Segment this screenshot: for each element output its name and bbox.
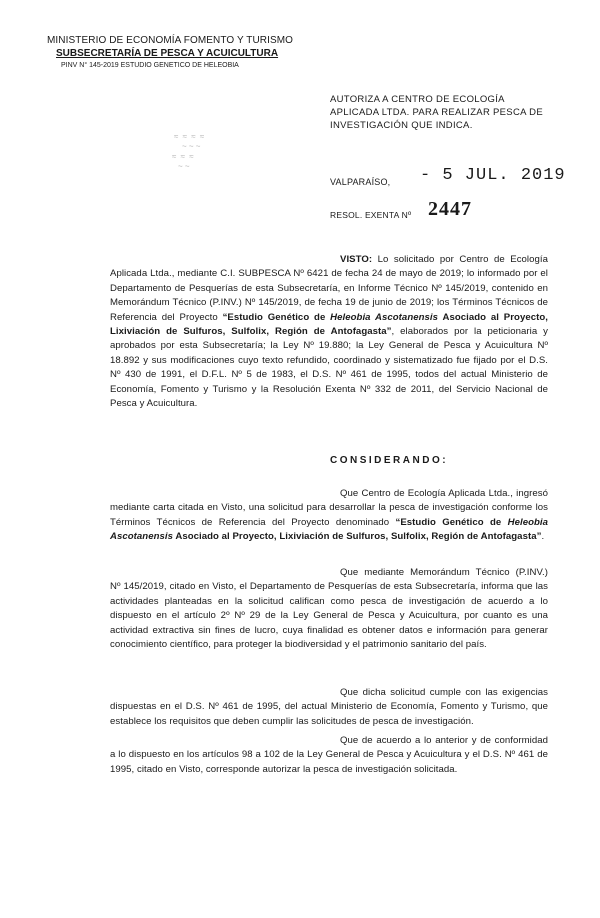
c1-text-1: Que Centro de Ecología Aplicada Ltda., ingresó mediante carta citada en Visto, una solicitud para desarrollar la pesca de investigación conforme los Términos Técnicos de Referencia del Proyecto denominado [110, 488, 548, 528]
visto-project-1: “Estudio Genético de [222, 311, 331, 323]
resolution-label: RESOL. EXENTA Nº [330, 210, 412, 220]
considerando-3: Que dicha solicitud cumple con las exigencias dispuestas en el D.S. Nº 461 de 1995, del actual Ministerio de Economía, Fomento y Turismo, que establece los requisitos que deben cumplir las solicitudes de pesca de investigación. [110, 687, 548, 727]
resolution-summary: AUTORIZA A CENTRO DE ECOLOGÍA APLICADA LTDA. PARA REALIZAR PESCA DE INVESTIGACIÓN QUE INDICA. [330, 94, 543, 131]
visto-text-1: Lo solicitado por Centro de Ecología Aplicada Ltda., mediante C.I. SUBPESCA Nº 6421 de fecha 24 de mayo de 2019; lo informado por el Departamento de Pesquerías de esta Subsecretaría, en Informe Técnico Nº 145/2019, contenido en Memorándum Técnico (P.INV.) Nº 145/2019, de fecha 19 de junio de 2019; los Términos Técnicos de Referencia del Proyecto [110, 254, 548, 323]
visto-text-2: , elaborados por la peticionaria y aprobados por esta Subsecretaría; la Ley Nº 19.880; la Ley General de Pesca y Acuicultura Nº 18.892 y sus modificaciones cuyo texto refundido, coordinado y sistematizado fue fijado por el D.S. Nº 430 de 1991, el D.F.L. Nº 5 de 1983, el D.S. Nº 461 de 1995, todos del actual Ministerio de Economía, Fomento y Turismo y la Resolución Exenta Nº 332 de 2011, del Servicio Nacional de Pesca y Acuicultura. [110, 326, 549, 410]
visto-label: VISTO: [340, 254, 373, 265]
resolution-date: - 5 JUL. 2019 [420, 166, 566, 185]
considerando-1 [110, 487, 548, 545]
visto-paragraph [110, 253, 548, 411]
c1-project-1: “Estudio Genético de [395, 516, 508, 528]
c1-species: Heleobia Ascotanensis [110, 516, 548, 543]
visto-species: Heleobia Ascotanensis [330, 311, 439, 323]
faded-stamp: ≈ ≈ ≈ ≈ ~ ~ ~ ≈ ≈ ≈ ~ ~ [172, 132, 206, 171]
subsecretaria-name: SUBSECRETARÍA DE PESCA Y ACUICULTURA [56, 48, 279, 59]
c1-project-2: Asociado al Proyecto, Lixiviación de Sulfuros, Sulfolix, Región de Antofagasta” [172, 531, 542, 543]
c1-text-2: . [541, 531, 545, 543]
visto-project-2: Asociado al Proyecto, Lixiviación de Sulfuros, Sulfolix, Región de Antofagasta” [110, 311, 548, 338]
considerando-4: Que de acuerdo a lo anterior y de conformidad a lo dispuesto en los artículos 98 a 102 de la Ley General de Pesca y Acuicultura y el D.S. Nº 461 de 1995, citado en Visto, corresponde autorizar la pesca de investigación solicitada. [110, 735, 548, 775]
resolution-number: 2447 [428, 198, 472, 220]
considerando-heading: CONSIDERANDO: [330, 455, 449, 466]
place-label: VALPARAÍSO, [330, 177, 391, 187]
ministry-name: MINISTERIO DE ECONOMÍA FOMENTO Y TURISMO [47, 35, 294, 46]
letterhead [47, 34, 307, 72]
considerando-2: Que mediante Memorándum Técnico (P.INV.) Nº 145/2019, citado en Visto, el Departamento de Pesquerías de esta Subsecretaría, informa que las actividades planteadas en la solicitud califican como pesca de investigación de acuerdo a lo dispuesto en el artículo 2º Nº 29 de la Ley General de Pesca y Acuicultura, por cuanto es una actividad extractiva sin fines de lucro, cuya finalidad es obtener datos e información para generar conocimiento científico, para proteger la biodiversidad y el patrimonio sanitario del país. [110, 567, 548, 651]
reference-line: PINV N° 145-2019 ESTUDIO GENETICO DE HELEOBIA [61, 62, 239, 69]
